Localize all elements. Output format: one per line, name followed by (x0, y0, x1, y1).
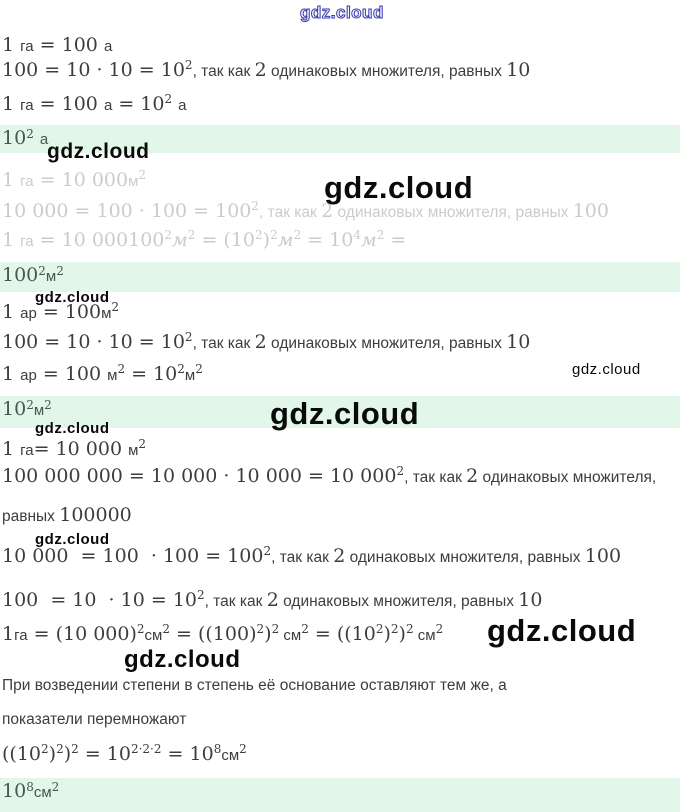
segment: 2 (251, 199, 260, 213)
watermark-gdz-cloud: gdz.cloud (300, 3, 384, 22)
segment: ар (20, 305, 37, 322)
watermark-gdz-cloud: gdz.cloud (572, 361, 641, 378)
segment: ) (63, 743, 72, 765)
segment: ) (264, 623, 272, 645)
segment: га (20, 38, 34, 55)
segment: , так как (271, 549, 334, 566)
text-rule-part1 (2, 675, 507, 696)
segment: ((10 (2, 743, 42, 765)
segment: 2 (256, 622, 265, 636)
segment: 2 (271, 622, 280, 636)
formula-1ga-cm2-chain (2, 622, 443, 647)
formula-100-as-square-3 (2, 588, 542, 613)
segment: 4 (353, 228, 361, 242)
segment: 10 (2, 398, 27, 420)
segment: 2 (26, 398, 34, 412)
formula-100000000-part2 (2, 503, 132, 528)
segment: 2 (239, 742, 247, 756)
formula-1ga-102a (2, 92, 187, 117)
segment: При возведении степени в степень её основание оставляют тем же, а (2, 677, 507, 694)
segment: га (20, 97, 34, 114)
segment: см (33, 784, 52, 801)
segment: 2 (333, 545, 346, 567)
segment: = 10 (301, 229, 354, 251)
formula-1ga-10000m2 (2, 437, 146, 462)
segment: см (413, 627, 436, 644)
watermark-gdz-cloud: gdz.cloud (47, 140, 150, 163)
segment: одинаковых множителя, равных (266, 335, 507, 352)
segment: 10 (2, 127, 27, 149)
segment: м (184, 367, 196, 384)
segment: 2 (195, 362, 203, 376)
segment: 100 = 10 · 10 = 10 (2, 59, 185, 81)
segment: га (14, 627, 28, 644)
faded-10000-as-square (2, 199, 609, 224)
segment: 2 (138, 168, 147, 182)
faded-1ga-powers (2, 228, 406, 253)
segment: 2 (164, 92, 173, 106)
segment: 2 (187, 228, 196, 242)
segment: ар (20, 367, 37, 384)
segment: 2 (184, 330, 193, 344)
segment: 1 (2, 623, 15, 645)
segment: равных (2, 508, 60, 525)
segment: 2 (293, 228, 302, 242)
segment: 8 (213, 742, 222, 756)
text-rule-part2 (2, 709, 186, 730)
segment: 2 (56, 742, 64, 756)
segment: 100 = 10 · 10 = 10 (2, 331, 185, 353)
watermark-gdz-cloud: gdz.cloud (35, 420, 110, 437)
segment: = 10 (125, 363, 178, 385)
segment: 10 (506, 59, 531, 81)
formula-100-as-square (2, 58, 530, 83)
segment: , так как (404, 469, 467, 486)
formula-100-as-square-2 (2, 330, 530, 355)
segment: одинаковых множителя, равных (345, 549, 585, 566)
segment: 2 (38, 264, 46, 278)
segment: 2 (375, 622, 384, 636)
watermark-gdz-cloud: gdz.cloud (270, 396, 420, 431)
segment: 2 (405, 622, 414, 636)
segment: 2 (255, 228, 263, 242)
segment: 2 (270, 228, 278, 242)
segment: м (101, 305, 112, 322)
segment: , так как (192, 63, 255, 80)
segment: 2 (254, 59, 267, 81)
segment: ) (48, 743, 57, 765)
segment: 2 (136, 622, 145, 636)
segment: 1 (2, 229, 21, 251)
segment: 2 (26, 127, 34, 141)
segment: 1 (2, 169, 21, 191)
segment: 2 (396, 464, 405, 478)
segment: 10 (518, 589, 543, 611)
segment: а (178, 97, 187, 114)
segment: 2 (117, 362, 126, 376)
segment: 2 (466, 465, 479, 487)
watermark-gdz-cloud: gdz.cloud (124, 646, 241, 673)
segment: м (45, 268, 57, 285)
segment: 10 (2, 780, 27, 802)
segment: = 10 000 (33, 169, 129, 191)
segment: 2 (51, 780, 60, 794)
faded-1ga-10000m2 (2, 168, 146, 193)
segment: 100 = 10 · 10 = 10 (2, 589, 197, 611)
formula-100000000-part1 (2, 464, 656, 489)
segment: 10 (506, 331, 531, 353)
segment: 2 (301, 622, 309, 636)
highlight-answer-4 (0, 778, 680, 812)
segment: 10 000 = 100 · 100 = 100 (2, 545, 264, 567)
formula-power-of-power (2, 742, 247, 767)
watermark-gdz-cloud: gdz.cloud (35, 531, 110, 548)
segment: 2 (138, 437, 147, 451)
segment: 2 (266, 589, 279, 611)
segment: 2 (164, 228, 173, 242)
segment: га (20, 173, 34, 190)
watermark-gdz-cloud: gdz.cloud (487, 613, 637, 648)
segment: ) (398, 623, 406, 645)
segment: 100 (584, 545, 622, 567)
segment: 2 (321, 200, 334, 222)
segment: а (103, 97, 113, 114)
segment: = 100 (33, 34, 104, 56)
segment: = (10 (195, 229, 256, 251)
segment: 100000 (59, 504, 132, 526)
segment: 2·2·2 (130, 742, 162, 756)
segment: = 10 (112, 93, 165, 115)
watermark-gdz-cloud: gdz.cloud (35, 289, 110, 306)
segment: , так как (204, 593, 267, 610)
segment: 2 (44, 398, 52, 412)
segment: 1 (2, 301, 21, 323)
segment: а (39, 131, 49, 148)
segment: м (107, 367, 118, 384)
segment: а (103, 38, 113, 55)
formula-1ar-102m2 (2, 362, 203, 387)
segment: одинаковых множителя, равных (333, 204, 573, 221)
segment: 2 (263, 544, 272, 558)
segment: га (20, 442, 34, 459)
segment: га (20, 233, 34, 250)
segment: 100 (2, 264, 39, 286)
segment: м (128, 442, 139, 459)
segment: м (33, 402, 45, 419)
segment: 2 (111, 300, 120, 314)
segment: = 100 (36, 301, 102, 323)
watermark-gdz-cloud: gdz.cloud (324, 170, 474, 205)
segment: 2 (56, 264, 64, 278)
segment: ) (383, 623, 391, 645)
segment: 2 (254, 331, 267, 353)
segment: = 10 (78, 743, 131, 765)
segment: одинаковых множителя, равных (266, 63, 507, 80)
segment: м (360, 229, 377, 251)
segment: = 10 (161, 743, 214, 765)
segment: 1 (2, 34, 21, 56)
segment: одинаковых множителя, (478, 469, 657, 486)
segment: см (221, 747, 240, 764)
segment: см (144, 627, 163, 644)
segment: = 10 000100 (33, 229, 165, 251)
segment: одинаковых множителя, равных (278, 593, 519, 610)
segment: = (384, 229, 407, 251)
segment: м (172, 229, 188, 251)
segment: 2 (71, 742, 79, 756)
segment: ) (262, 229, 271, 251)
segment: 2 (197, 588, 205, 602)
segment: м (277, 229, 294, 251)
segment: = 10 000 (33, 438, 129, 460)
segment: 2 (184, 58, 193, 72)
segment: , так как (192, 335, 255, 352)
segment: 2 (376, 228, 385, 242)
segment: см (279, 627, 302, 644)
segment: , так как (259, 204, 322, 221)
segment: м (128, 173, 139, 190)
segment: 2 (162, 622, 170, 636)
segment: = (10 000) (27, 623, 137, 645)
segment: = ((10 (308, 623, 376, 645)
segment: 2 (435, 622, 444, 636)
segment: 2 (390, 622, 399, 636)
segment: 1 (2, 363, 21, 385)
segment: 10 000 = 100 · 100 = 100 (2, 200, 252, 222)
segment: = 100 (33, 93, 104, 115)
formula-1ga-100a (2, 33, 112, 58)
segment: 8 (26, 780, 34, 794)
highlight-answer-2 (0, 262, 680, 292)
segment: 100 (572, 200, 609, 222)
segment: 1 (2, 93, 21, 115)
segment: 2 (41, 742, 49, 756)
segment: показатели перемножают (2, 711, 187, 728)
segment: = 100 (36, 363, 108, 385)
segment: = ((100) (169, 623, 257, 645)
segment: 2 (177, 362, 185, 376)
segment: 100 000 000 = 10 000 · 10 000 = 10 000 (2, 465, 397, 487)
segment: 1 (2, 438, 21, 460)
